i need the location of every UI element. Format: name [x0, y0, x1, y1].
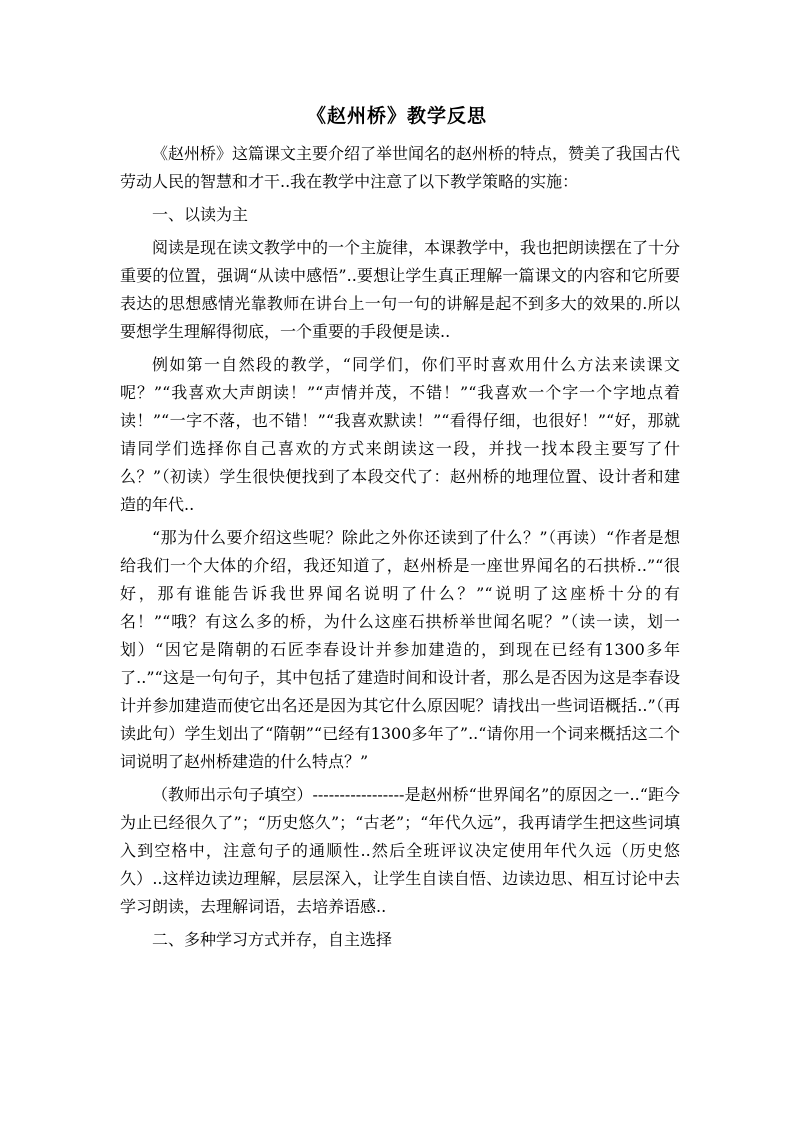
document-title: 《赵州桥》教学反思: [306, 105, 487, 127]
body-paragraph-2: 例如第一自然段的教学，“同学们，你们平时喜欢用什么方法来读课文呢？”“我喜欢大声朗读！”“声情并茂，不错！”“我喜欢一个字一个字地点着读！”“一字不落，也不错！”“我喜欢默读！”“看得仔细，也很好！”“好，那就请同学们选择你自己喜欢的方式来朗读这一段，并找一找本段主要写了什么？”（初读）学生很快便找到了本段交代了：赵州桥的地理位置、设计者和建造的年代..: [120, 355, 680, 514]
body-paragraph-1: 阅读是现在读文教学中的一个主旋律，本课教学中，我也把朗读摆在了十分重要的位置，强调“从读中感悟”..要想让学生真正理解一篇课文的内容和它所要表达的思想感情光靠教师在讲台上一句一句的讲解是起不到多大的效果的.所以要想学生理解得彻底，一个重要的手段便是读..: [120, 238, 681, 341]
document-body: [120, 140, 680, 954]
intro-paragraph: 《赵州桥》这篇课文主要介绍了举世闻名的赵州桥的特点，赞美了我国古代劳动人民的智慧和才干..我在教学中注意了以下教学策略的实施：: [120, 144, 681, 191]
section-heading-2: 二、多种学习方式并存，自主选择: [152, 930, 393, 949]
body-paragraph-4: （教师出示句子填空）-----------------是赵州桥“世界闻名”的原因之一..“距今为止已经很久了”；“历史悠久”；“古老”；“年代久远”，我再请学生把这些词填入到空格中，注意句子的通顺性..然后全班评议决定使用年代久远（历史悠久）..这样边读边理解，层层深入，让学生自读自悟、边读边思、相互讨论中去学习朗读，去理解词语，去培养语感..: [120, 785, 680, 916]
body-paragraph-3: “那为什么要介绍这些呢？除此之外你还读到了什么？”（再读）“作者是想给我们一个大体的介绍，我还知道了，赵州桥是一座世界闻名的石拱桥..”“很好，那有谁能告诉我世界闻名说明了什么？”“说明了这座桥十分的有名！”“哦？有这么多的桥，为什么这座石拱桥举世闻名呢？”（读一读，划一划）“因它是隋朝的石匠李春设计并参加建造的，到现在已经有1300多年了..”“这是一句句子，其中包括了建造时间和设计者，那么是否因为这是李春设计并参加建造而使它出名还是因为其它什么原因呢？请找出一些词语概括..”（再读此句）学生划出了“隋朝”“已经有1300多年了”..“请你用一个词来概括这二个词说明了赵州桥建造的什么特点？”: [120, 528, 680, 771]
section-heading-1: 一、以读为主: [152, 205, 249, 224]
